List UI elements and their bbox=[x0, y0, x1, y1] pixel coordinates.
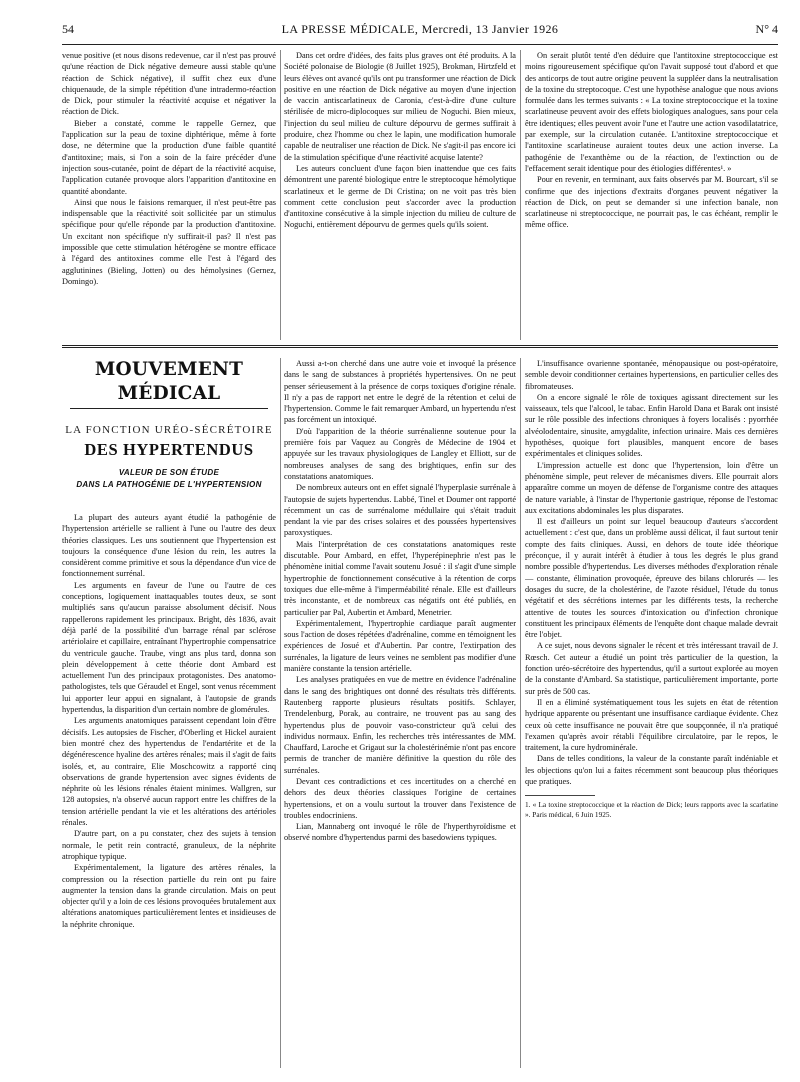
column-rule bbox=[520, 358, 521, 1068]
bottom-column-1 bbox=[62, 358, 276, 930]
paragraph: Dans cet ordre d'idées, des faits plus graves ont été produits. A la Société polonaise de Biologie (8 Juillet 1925), Brokman, Hirtzfeld et leurs élèves ont avancé qu'ils ont pu transformer une réaction de Dick positive en une réaction de Dick négative au moyen d'une injection de vaccin antiscarlatineux de Caronia, c'est-à-dire d'une culture stérilisée de micro-diplocoques sur milieu de Noguchi. Bien mieux, l'injection du seul milieu de culture dépourvu de germes suffirait à produire, chez l'homme ou chez le lapin, une modification humorale capable de neutraliser une réaction de Dick. Ne s'agit-il pas encore ici de la stimulation spécifique d'une réactivité acquise latente? bbox=[284, 51, 516, 162]
paragraph: Il est d'ailleurs un point sur lequel beaucoup d'auteurs s'accordent actuellement : c'est que, dans un problème aussi délicat, il faut surtout tenir compte des faits cliniques. Aussi, en dehors de toute idée théorique préconçue, il y aurait intérêt à étudier à tous les degrés le plus grand nombre possible d'hypertendus. Les diverses méthodes d'exploration rénale — constante, élimination provoquée, épreuve des bilans chlorurés — les dosages du sucre, de la cholestérine, de l'azote résiduel, l'étude du tonus végétatif et des sécrétions internes par les différents tests, la recherche attentive de toutes les sources d'intoxication ou d'infection chronique constituent les principaux éléments de l'enquête dont chaque malade devrait être l'objet. bbox=[525, 517, 778, 640]
issue-number: N° 4 bbox=[755, 22, 778, 36]
paragraph: Expérimentalement, la ligature des artères rénales, la compression ou la résection partielle du rein ont pu faire augmenter la tension dans la grande circulation. Mais on peut objecter qu'il y a loin de ces lésions provoquées brutalement aux altérations anatomiques particulièrement lentes et insidieuses de la néphrite chronique. bbox=[62, 863, 276, 929]
paragraph: Les arguments en faveur de l'une ou l'autre de ces conceptions, logiquement inattaquables toutes deux, se sont multipliés sans qu'aucun paraisse absolument décisif. Nous rappellerons rapidement les principaux. Bright, dès 1836, avait déjà parlé de la possibilité d'un barrage rénal par sclérose artériolaire et capillaire, entraînant l'hypertrophie compensatrice du ventricule gauche. Traube, vingt ans plus tard, donna son plein développement à cette théorie dont Ambard est actuellement l'un des principaux protagonistes. Des anatomo-pathologistes, tels que Géraudel et Engel, sont venus récemment lui apporter leur appui en signalant, à l'autopsie de grands hypertendus, la disparition d'un certain nombre de glomérules. bbox=[62, 580, 276, 715]
column-rule bbox=[520, 50, 521, 340]
header-rule bbox=[62, 44, 778, 45]
paragraph: Devant ces contradictions et ces incertitudes on a cherché en dehors des deux théories classiques l'origine de certaines hypertensions, et on a voulu surtout la trouver dans l'existence de troubles endocriniens. bbox=[284, 776, 516, 820]
column-rule bbox=[280, 358, 281, 1068]
paragraph: Ainsi que nous le faisions remarquer, il n'est peut-être pas indispensable que la réactivité soit sollicitée par un stimulus spécifique pour qu'elle réponde par la production d'antitoxine. Un excitant non spécifique n'y suffirait-il pas? Il n'est pas impossible que cette stimulation hétérogène se montre efficace à l'égard des antitoxines comme elle l'est à l'égard des agglutinines (Bieling, Jotten) ou des hémolysines (Gernez, Domingo). bbox=[62, 197, 276, 286]
paragraph: Bieber a constaté, comme le rappelle Gernez, que l'application sur la peau de toxine diphtérique, même à forte dose, ne détermine que la production d'une faible quantité d'antitoxine; mais, si l'on a soin de la faire précéder d'une injection sous-cutanée, point de départ de la réactivité acquise, l'application cutanée provoque alors l'apparition d'antitoxine en quantité abondante. bbox=[62, 118, 276, 196]
top-column-3 bbox=[525, 50, 778, 231]
bottom-column-3 bbox=[525, 358, 778, 819]
journal-title-line: LA PRESSE MÉDICALE, Mercredi, 13 Janvier 1926 bbox=[281, 22, 559, 36]
section-title: MOUVEMENT MÉDICAL bbox=[94, 359, 244, 404]
paragraph: D'autre part, on a pu constater, chez des sujets à tension normale, le petit rein contracté, granuleux, de la néphrite atrophique typique. bbox=[62, 829, 276, 861]
paragraph: Pour en revenir, en terminant, aux faits observés par M. Bourcart, s'il se confirme que des injections d'extraits d'organes peuvent négativer la réaction de Dick, on peut se demander si une infection banale, non scarlatineuse ni streptococcique, ne pourrait pas, le cas échéant, remplir le même office. bbox=[525, 175, 778, 230]
top-column-2 bbox=[284, 50, 516, 231]
bottom-column-2 bbox=[284, 358, 516, 844]
paragraph: Lian, Mannaberg ont invoqué le rôle de l'hyperthyroïdisme et observé nombre d'hypertendus parmi des basedowiens typiques. bbox=[284, 822, 516, 843]
paragraph: Expérimentalement, l'hypertrophie cardiaque paraît augmenter sous l'action de doses répétées d'adrénaline, comme en témoignent les expériences de Josué et d'Aubertin. Par contre, l'extirpation des surrénales, la ligature de leurs veines ne semblent pas modifier d'une manière constante la tension artérielle. bbox=[284, 618, 516, 674]
article-subtitle-1: VALEUR DE SON ÉTUDE bbox=[118, 468, 220, 477]
paragraph: D'où l'apparition de la théorie surrénalienne soutenue pour la première fois par Vaquez au Congrès de Médecine de 1904 et appuyée sur les travaux physiologiques de Langley et Elliott, sur de nombreuses analyses de sang des brightiques, enfin sur des constatations anatomiques. bbox=[284, 426, 516, 481]
paragraph: Les arguments anatomiques paraissent cependant loin d'être décisifs. Les autopsies de Fischer, d'Oberling et Hickel auraient bien montré chez des hypertendus de l'endartérite et de la dégénérescence hyaline des artères rénales; mais il s'agit de faits isolés, et, au contraire, Elie Moschcowitz a rapporté cinq observations de grande hypertension avec signes évidents de néphrite où les lésions rénales étaient minimes. Wallgren, sur 128 autopsies, n'a observé aucun rapport entre les chiffres de la tension artérielle pendant la vie et les altérations des artérioles rénales. bbox=[62, 716, 276, 828]
paragraph: Aussi a-t-on cherché dans une autre voie et invoqué la présence dans le sang de substances à propriétés hypertensives. On ne peut penser sérieusement à la présence de corps toxiques d'origine rénale. Il n'y a pas de rapport net entre le degré de la rétention et celui de l'hypertension. Comme le fait remarquer Ambard, un hypertendu n'est pas forcément un intoxiqué. bbox=[284, 359, 516, 425]
paragraph: L'insuffisance ovarienne spontanée, ménopausique ou post-opératoire, semble devoir conditionner certaines hypertensions, en particulier celles des fibromateuses. bbox=[525, 359, 778, 391]
paragraph: Les analyses pratiquées en vue de mettre en évidence l'adrénaline dans le sang des brightiques ont donné des résultats très différents. Rautenberg rapporte plusieurs résultats positifs. Schlayer, Trendelenburg, Porak, au contraire, ne trouvent pas au sang des hypertendus plus de pouvoir vaso-constricteur qu'à celui des individus normaux. Enfin, les recherches très intéressantes de MM. Chauffard, Laroche et Grigaut sur la cholestérinémie n'ont pas encore permis de trancher de manière définitive la question du rôle des surrénales. bbox=[284, 675, 516, 775]
paragraph: On serait plutôt tenté d'en déduire que l'antitoxine streptococcique est moins rigoureusement spécifique qu'on l'avait supposé tout d'abord et que des anticorps de tout autre origine peuvent la suppléer dans la neutralisation de la toxine du streptocoque. C'est une hypothèse analogue que nous avions formulée dans les termes suivants : « La toxine streptococcique et la toxine scarlatineuse peuvent avoir des effets biologiques analogues, sans pour cela être identiques; elles peuvent avoir l'une et l'autre une action vasodilatatrice, par exemple, sur la circulation cutanée. L'antitoxine streptococcique et l'antitoxine scarlatineuse auraient toutes deux une action inverse. La pathogénie de l'exanthème ou de la réaction, de l'extinction ou de l'effacement serait identique pour des étiologies différentes¹. » bbox=[525, 51, 778, 173]
top-column-1 bbox=[62, 50, 276, 287]
paragraph: Dans de telles conditions, la valeur de la constante paraît indéniable et les objections qu'on lui a faites récemment sont beaucoup plus théoriques que pratiques. bbox=[525, 754, 778, 786]
footnote: 1. « La toxine streptococcique et la réaction de Dick; leurs rapports avec la scarlatine ». Paris médical, 6 Juin 1925. bbox=[525, 800, 778, 819]
footnote-rule bbox=[525, 795, 595, 796]
article-title: DES HYPERTENDUS bbox=[84, 440, 254, 459]
paragraph: On a encore signalé le rôle de toxiques agissant directement sur les vaisseaux, tels que l'alcool, le tabac. Enfin Harold Dana et Barak ont insisté sur le rôle possible des infections chroniques à foyers localisés : pyorrhée alvéolodentaire, sinusite, amygdalite, infection urinaire. Mais ces dernières hypothèses, quoique fort plausibles, manquent encore de bases expérimentales et cliniques solides. bbox=[525, 392, 778, 459]
paragraph: Les auteurs concluent d'une façon bien inattendue que ces faits démontrent une parenté biologique entre le streptocoque hémolytique scarlatineux et le germe de Di Cristina; on ne voit pas très bien comment cette conclusion peut s'accorder avec la production d'antitoxine consécutive à la simple injection du milieu de culture de Noguchi, entièrement dépourvu de germes quels qu'ils soient. bbox=[284, 163, 516, 230]
paragraph: A ce sujet, nous devons signaler le récent et très intéressant travail de J. Rœsch. Cet auteur a étudié un point très particulier de la question, la fonction uréo-sécrétoire des hypertendus, qu'il a surtout explorée au moyen de la constante d'Ambard. Sa statistique, particulièrement importante, porte sur près de 500 cas. bbox=[525, 641, 778, 696]
paragraph: Il en a éliminé systématiquement tous les sujets en état de rétention hydrique apparente ou présentant une insuffisance cardiaque évidente. Chez ceux où cette insuffisance ne pouvait être que soupçonnée, il n'a pratiqué l'examen qu'après avoir rétabli l'équilibre circulatoire, par le repos, le traitement, la cure hydrominérale. bbox=[525, 697, 778, 753]
paragraph: venue positive (et nous disons redevenue, car il n'est pas prouvé qu'une réaction de Dick négative demeure aussi stable qu'une réaction de Schick négative), il suffit chez eux d'une chiquenaude, de la simple répétition d'une intradermo-réaction de Dick, pour stimuler la réactivité acquise et négativer la réaction de Dick. bbox=[62, 51, 276, 117]
section-title-rule bbox=[70, 408, 268, 409]
paragraph: Mais l'interprétation de ces constatations anatomiques reste discutable. Pour Ambard, en effet, l'hyperépinephrie n'est pas le phénomène initial comme l'avait soutenu Josué : il s'agit d'une simple hypertrophie de fonctionnement consécutive à la rétention de corps toxiques due elle-même à l'imperméabilité rénale. Elle est d'ailleurs très inconstante, et de nombreux cas négatifs ont été publiés, en particulier par Pal, Aubertin et Ambard, Menetrier. bbox=[284, 539, 516, 617]
article-supertitle: LA FONCTION URÉO-SÉCRÉTOIRE bbox=[65, 424, 273, 436]
section-divider bbox=[62, 345, 778, 348]
page-header bbox=[62, 22, 778, 40]
paragraph: L'impression actuelle est donc que l'hypertension, loin d'être un phénomène simple, peut relever de mécanismes divers. Elle pourrait alors apparaître comme un moyen de défense de l'organisme contre des attaques de nature variable, à l'instar de l'hypertonie gastrique, réponse de l'estomac aux excitations abdominales les plus disparates. bbox=[525, 460, 778, 515]
article-subtitle-2: DANS LA PATHOGÉNIE DE L'HYPERTENSION bbox=[76, 480, 262, 489]
page-number: 54 bbox=[62, 22, 74, 36]
column-rule bbox=[280, 50, 281, 340]
paragraph: De nombreux auteurs ont en effet signalé l'hyperplasie surrénale à l'autopsie de sujets hypertendus. Labbé, Tinel et Doumer ont rapporté récemment un cas de surrénalome médullaire qui s'était traduit pendant la vie par des crises solaires et des poussées hypertensives paroxystiques. bbox=[284, 483, 516, 538]
paragraph: La plupart des auteurs ayant étudié la pathogénie de l'hypertension artérielle se rallient à l'une ou l'autre des deux théories classiques. Les uns soutiennent que l'hypertension est toujours la conséquence d'une lésion du rein, les autres la considèrent comme primitive et sous la dépendance d'un vice de fonctionnement surrénal. bbox=[62, 513, 276, 579]
